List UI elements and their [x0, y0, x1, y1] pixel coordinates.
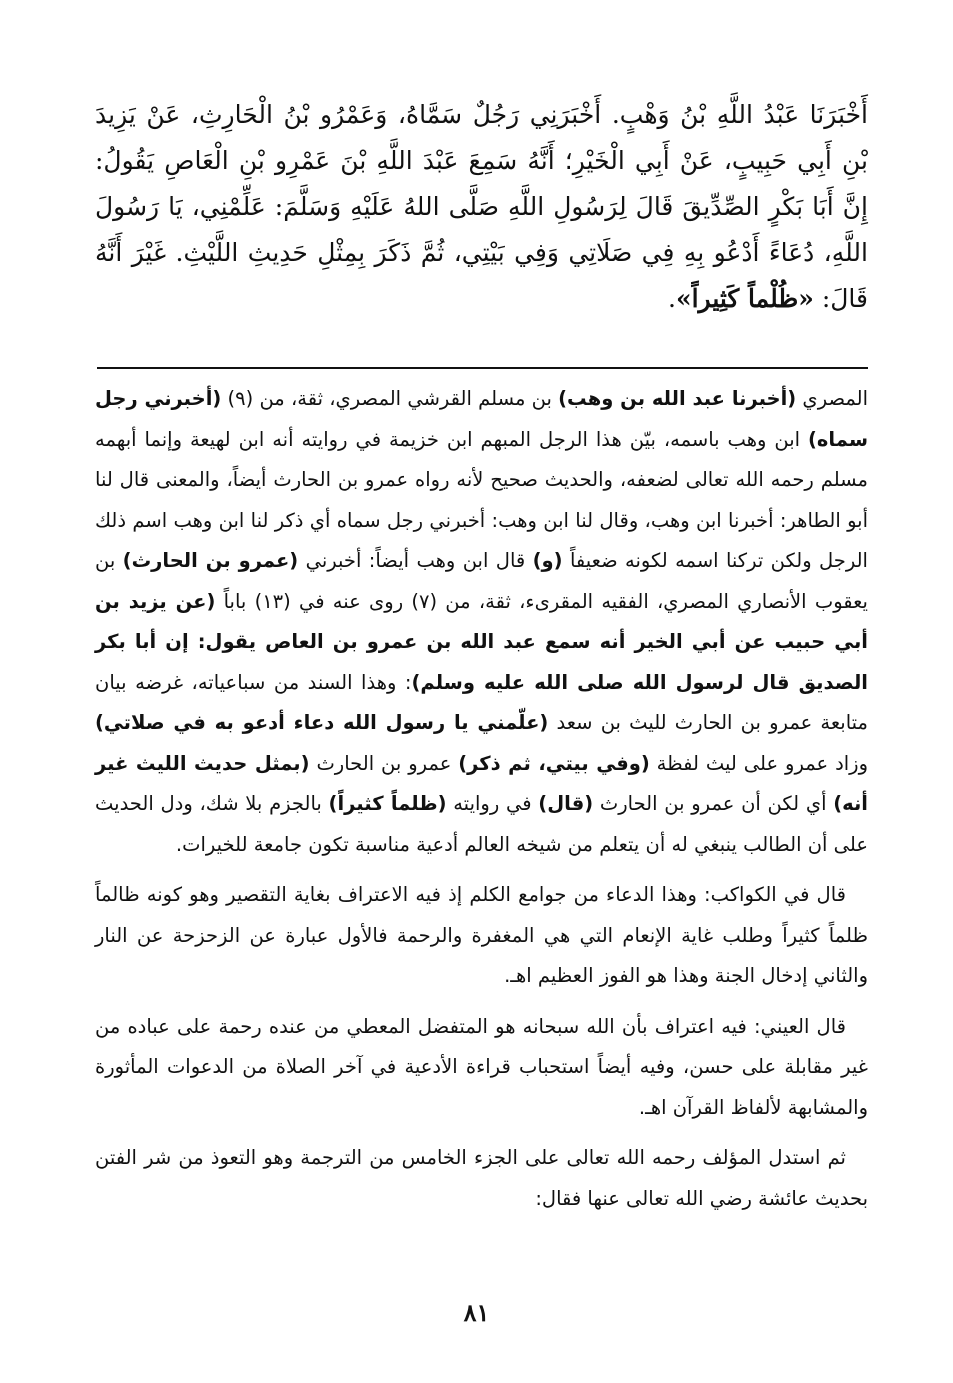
commentary-paragraph-1	[95, 379, 868, 865]
p1-seg: بن مسلم القرشي المصري، ثقة، من (٩)	[221, 387, 559, 410]
p1-seg: بالجزم بلا شك، ودل الحديث على أن الطالب ينبغي له أن يتعلم من شيخه العالم أدعية مناسبة تكون جامعة للخيرات.	[95, 792, 868, 856]
p1-seg-bold: (أخبرنا عبد الله بن وهب)	[558, 387, 797, 410]
p1-seg: : وهذا السند من سباعياته، غرضه بيان متابعة عمرو بن الحارث لليث بن سعد	[95, 670, 868, 734]
p1-seg: المصري	[796, 387, 868, 410]
hadith-text-block	[95, 92, 868, 322]
p1-seg: بن يعقوب الأنصاري المصري، الفقيه المقرىء، ثقة، من (٧) روى عنه في (١٣) باباً	[95, 549, 868, 613]
page-number: ٨١	[463, 1298, 490, 1327]
p1-seg-bold: (ظلماً كثيراً)	[328, 792, 447, 815]
p1-seg-bold: (و)	[532, 549, 563, 572]
p1-seg-bold: (قال)	[538, 792, 594, 815]
commentary-paragraph-4: ثم استدل المؤلف رحمه الله تعالى على الجزء الخامس من الترجمة وهو التعوذ من شر الفتن بحديث عائشة رضي الله تعالى عنها فقال:	[95, 1146, 868, 1210]
p1-seg: أي لكن أن عمرو بن الحارث	[593, 792, 834, 815]
commentary-paragraph-2: قال في الكواكب: وهذا الدعاء من جوامع الكلم إذ فيه الاعتراف بغاية التقصير وهو كونه ظالماً ظلماً كثيراً وطلب غاية الإنعام التي هي المغفرة والرحمة فالأول عبارة عن الزحزحة عن النار والثاني إدخال الجنة وهذا هو الفوز العظيم اهـ.	[95, 883, 868, 987]
p1-seg: عمرو بن الحارث	[309, 751, 459, 775]
p1-seg: ابن وهب باسمه، بيّن هذا الرجل المبهم ابن خزيمة في روايته أنه ابن لهيعة وإنما أبهمه مسلم رحمه الله تعالى لضعفه، والحديث صحيح لأنه رواه عمرو بن الحارث أيضاً، والمعنى قال لنا أبو الطاهر: أخبرنا ابن وهب، وقال لنا ابن وهب: أخبرني رجل سماه أي ذكر لنا ابن وهب اسم ذلك الرجل ولكن تركنا اسمه لكونه ضعيفاً	[95, 427, 868, 572]
p1-seg-bold: (أخبرني رجل سماه)	[95, 387, 868, 451]
p1-seg-bold: (عن يزيد بن أبي حبيب عن أبي الخير أنه سمع عبد الله بن عمرو بن العاص يقول: إن أبا بكر الصديق قال لرسول الله صلى الله عليه وسلم)	[95, 589, 868, 694]
hadith-bold-phrase: «ظُلْماً كَثِيراً»	[675, 284, 814, 313]
p1-seg-bold: (وفي بيتي، ثم ذكر)	[458, 751, 650, 775]
hadith-text: أَخْبَرَنَا عَبْدُ اللَّهِ بْنُ وَهْبٍ. أَخْبَرَنِي رَجُلٌ سَمَّاهُ، وَعَمْرُو بْنُ الْحَارِثِ، عَنْ يَزِيدَ بْنِ أَبِي حَبِيبٍ، عَنْ أَبِي الْخَيْرِ؛ أَنَّهُ سَمِعَ عَبْدَ اللَّهِ بْنَ عَمْرِو بْنِ الْعَاصِ يَقُولُ: إِنَّ أَبَا بَكْرٍ الصِّدِّيقَ قَالَ لِرَسُولِ اللَّهِ صَلَّى اللهُ عَلَيْهِ وَسَلَّمَ: عَلِّمْنِي، يَا رَسُولَ اللَّهِ، دُعَاءً أَدْعُو بِهِ فِي صَلَاتِي وَفِي بَيْتِي، ثُمَّ ذَكَرَ بِمِثْلِ حَدِيثِ اللَّيْثِ. غَيْرَ أَنَّهُ قَالَ:	[95, 100, 868, 313]
p1-seg-bold: (عمرو بن الحارث)	[122, 549, 299, 572]
commentary-paragraph-3: قال العيني: فيه اعتراف بأن الله سبحانه هو المتفضل المعطي من عنده رحمة على عباده من غير مقابلة على حسن، وفيه أيضاً استحباب قراءة الأدعية في آخر الصلاة من الدعوات المأثورة والمشابهة لألفاظ القرآن اهـ.	[95, 1014, 868, 1119]
p1-seg-bold: (بمثل حديث الليث غير أنه)	[95, 751, 868, 815]
p1-seg: وزاد عمرو على ليث لفظة	[649, 751, 869, 775]
hadith-end: .	[668, 284, 676, 313]
footnote-divider	[97, 367, 868, 369]
p1-seg-bold: (علّمني يا رسول الله دعاء أدعو به في صلاتي)	[95, 711, 549, 734]
p1-seg: في روايته	[446, 792, 539, 815]
p1-seg: قال ابن وهب أيضاً: أخبرني	[298, 549, 533, 572]
commentary-block	[95, 379, 868, 1229]
